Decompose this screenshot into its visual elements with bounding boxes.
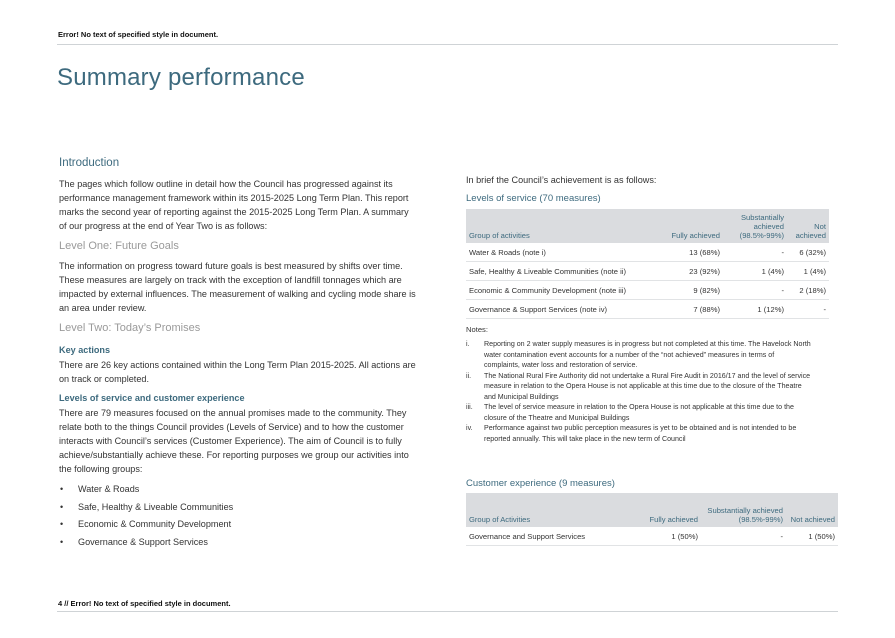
footer-rule [57, 611, 838, 612]
text-line: on track or completed. [59, 374, 149, 384]
customer-experience-table-title: Customer experience (9 measures) [466, 478, 615, 489]
levels-of-service-table-title: Levels of service (70 measures) [466, 193, 601, 204]
table-cell: Economic & Community Development (note iii) [466, 281, 662, 300]
table-cell: 1 (4%) [723, 262, 787, 281]
list-item [59, 517, 439, 535]
level-one-heading: Level One: Future Goals [59, 240, 179, 252]
levels-of-service-paragraph [59, 406, 439, 476]
introduction-paragraph [59, 177, 439, 233]
table-cell: 9 (82%) [662, 281, 723, 300]
list-item-label: Governance & Support Services [78, 537, 208, 548]
table-row [466, 243, 829, 262]
note-item [466, 339, 838, 371]
text-line: The level of service measure in relation to the Opera House is not applicable at this time due to the [484, 403, 794, 411]
list-item-label: Water & Roads [78, 484, 140, 494]
column-header: Not achieved [787, 209, 829, 243]
level-one-paragraph [59, 259, 439, 315]
activity-groups-list [59, 482, 439, 553]
list-item [59, 482, 439, 500]
table-cell: 23 (92%) [662, 262, 723, 281]
level-two-heading: Level Two: Today’s Promises [59, 322, 201, 334]
column-header: Group of Activities [466, 493, 626, 527]
table-row [466, 281, 829, 300]
key-actions-heading: Key actions [59, 345, 111, 355]
bullet: • [60, 501, 64, 512]
footer-separator: // [64, 599, 69, 608]
table-cell: Water & Roads (note i) [466, 243, 662, 262]
text-line: Reporting on 2 water supply measures is in progress but not completed at this time. The Havelock North [484, 340, 811, 348]
page-number: 4 [58, 599, 63, 608]
table-cell: - [701, 527, 786, 546]
levels-of-service-table [466, 209, 829, 319]
table-cell: 1 (4%) [787, 262, 829, 281]
note-item [466, 423, 838, 444]
column-header: Not achieved [786, 493, 838, 527]
key-actions-paragraph [59, 358, 439, 386]
note-number: iv. [466, 424, 473, 432]
table-cell: 1 (12%) [723, 300, 787, 319]
page-title: Summary performance [57, 64, 305, 91]
table-row [466, 527, 838, 546]
text-line: performance management framework within its 2015-2025 Long Term Plan. This report [59, 193, 409, 203]
text-line: complaints, water loss and restoration of service. [484, 361, 638, 369]
levels-of-service-heading: Levels of service and customer experience [59, 393, 245, 403]
introduction-heading: Introduction [59, 157, 120, 169]
footer-title: Error! No text of specified style in document. [70, 599, 231, 608]
notes-list [466, 339, 838, 444]
table-cell: - [723, 281, 787, 300]
column-header: Fully achieved [626, 493, 701, 527]
note-number: ii. [466, 371, 472, 380]
text-line: closure of the Theatre and Municipal Buildings [484, 413, 630, 422]
column-header: Substantially achieved (98.5%-99%) [701, 493, 786, 527]
list-item-label: Economic & Community Development [78, 519, 232, 530]
table-cell: 2 (18%) [787, 281, 829, 300]
note-number: iii. [466, 403, 473, 411]
table-header-row [466, 209, 829, 243]
table-cell: 7 (88%) [662, 300, 723, 319]
text-line: relate both to the things Council provides (Levels of Service) and to how the customer [59, 422, 404, 432]
achievement-intro: In brief the Council’s achievement is as follows: [466, 175, 657, 185]
text-line: an area under review. [59, 303, 147, 313]
text-line: and Municipal Buildings [484, 392, 559, 401]
bullet: • [60, 519, 64, 530]
table-cell: Governance & Support Services (note iv) [466, 300, 662, 319]
table-cell: 1 (50%) [786, 527, 838, 546]
text-line: impacted by external influences. The measurement of walking and cycling mode share is [59, 289, 416, 299]
header-rule [57, 44, 838, 45]
table-cell: 1 (50%) [626, 527, 701, 546]
table-cell: - [723, 243, 787, 262]
list-item [59, 535, 439, 553]
text-line: achieve/substantially achieve these. For reporting purposes we group our activities into [59, 450, 409, 460]
table-cell: 13 (68%) [662, 243, 723, 262]
text-line: marks the second year of reporting against the 2015-2025 Long Term Plan. A summary [59, 207, 409, 217]
text-line: These measures are largely on track with the exception of landfill tonnages which are [59, 275, 402, 285]
table-cell: Governance and Support Services [466, 527, 626, 546]
running-footer [58, 599, 231, 608]
table-cell: Safe, Healthy & Liveable Communities (note ii) [466, 262, 662, 281]
table-header-row [466, 493, 838, 527]
text-line: interacts with Council’s services (Customer Experience). The aim of Council is to fully [59, 436, 402, 446]
text-line: There are 26 key actions contained within the Long Term Plan 2015-2025. All actions are [59, 360, 416, 370]
table-row [466, 300, 829, 319]
bullet: • [60, 537, 64, 548]
text-line: reported annually. This will take place in the new term of Council [484, 434, 686, 443]
note-number: i. [466, 340, 470, 348]
notes-label: Notes: [466, 325, 488, 334]
column-header: Fully achieved [662, 209, 723, 243]
running-header: Error! No text of specified style in document. [58, 30, 219, 39]
table-cell: 6 (32%) [787, 243, 829, 262]
list-item [59, 500, 439, 518]
bullet: • [60, 484, 64, 494]
note-item [466, 402, 838, 423]
column-header: Substantially achieved (98.5%-99%) [723, 209, 787, 243]
text-line: measure in relation to the Opera House is not applicable at this time due to the closure of the Theatre [484, 382, 802, 390]
text-line: The pages which follow outline in detail how the Council has progressed against its [59, 179, 393, 189]
text-line: The National Rural Fire Authority did not undertake a Rural Fire Audit in 2016/17 and the level of service [484, 371, 811, 380]
column-header: Group of activities [466, 209, 662, 243]
text-line: of our progress at the end of Year Two is as follows: [59, 221, 268, 231]
table-row [466, 262, 829, 281]
text-line: The information on progress toward future goals is best measured by shifts over time. [59, 261, 403, 271]
text-line: There are 79 measures focused on the annual promises made to the community. They [59, 408, 407, 418]
list-item-label: Safe, Healthy & Liveable Communities [78, 501, 234, 512]
text-line: the following groups: [59, 464, 143, 474]
table-cell: - [787, 300, 829, 319]
text-line: Performance against two public perception measures is yet to be obtained and is not intended to be [484, 424, 797, 432]
note-item [466, 371, 838, 403]
text-line: water contamination event accounts for a number of the “not achieved” measures in terms of [484, 350, 775, 359]
customer-experience-table [466, 493, 838, 546]
